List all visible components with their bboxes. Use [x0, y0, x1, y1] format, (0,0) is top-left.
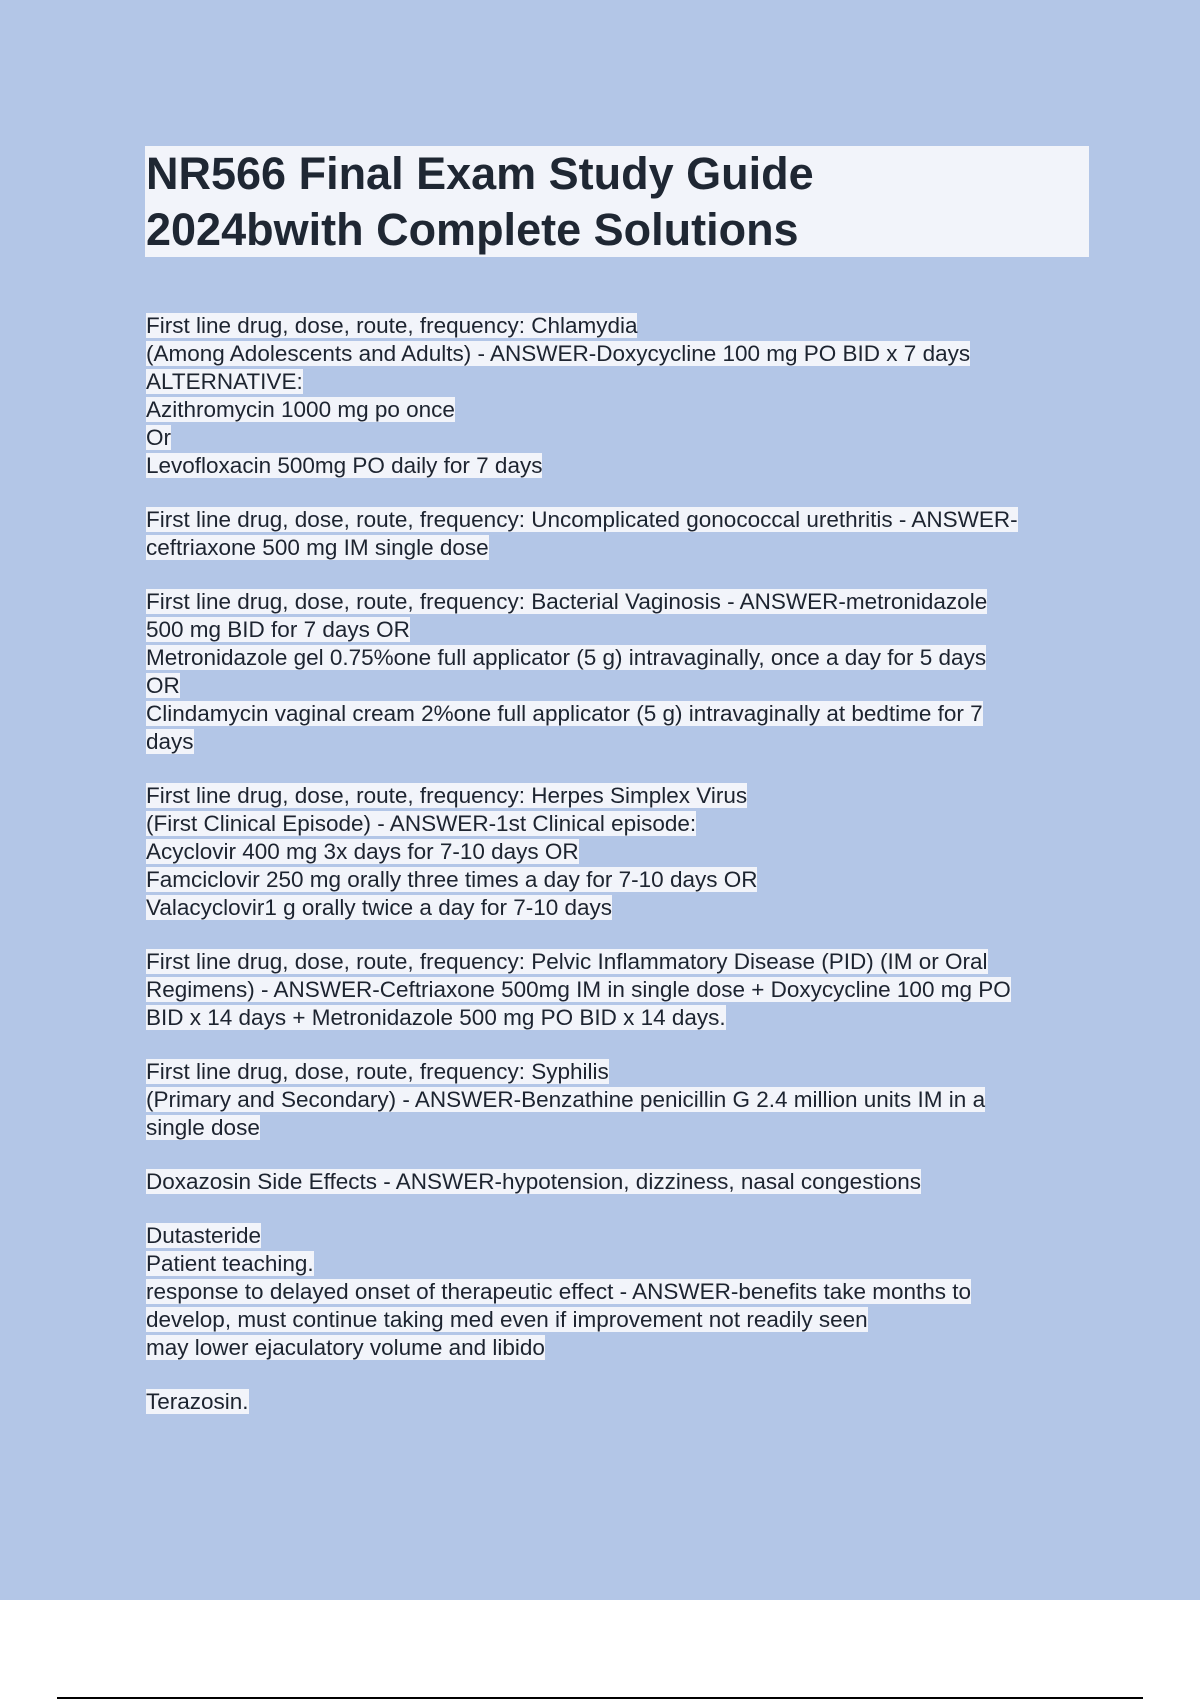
qa-entry: [146, 782, 1086, 922]
qa-entry: [146, 312, 1086, 480]
qa-entry: [146, 1168, 1086, 1196]
entry-line: [146, 368, 1086, 396]
entry-line: [146, 1168, 1086, 1196]
entry-line-text: Terazosin.: [146, 1389, 249, 1414]
entry-line: [146, 396, 1086, 424]
qa-entry: [146, 1222, 1086, 1362]
entry-line: [146, 588, 1086, 616]
qa-entry: [146, 588, 1086, 756]
entry-line-text: 500 mg BID for 7 days OR: [146, 617, 410, 642]
entry-line-text: ceftriaxone 500 mg IM single dose: [146, 535, 489, 560]
qa-entry: [146, 1388, 1086, 1416]
entry-line: [146, 1058, 1086, 1086]
entry-line-text: Doxazosin Side Effects - ANSWER-hypotension, dizziness, nasal congestions: [146, 1169, 921, 1194]
entry-line-text: OR: [146, 673, 180, 698]
entry-line-text: develop, must continue taking med even if improvement not readily seen: [146, 1307, 868, 1332]
entry-line-text: Dutasteride: [146, 1223, 262, 1248]
entry-line-text: First line drug, dose, route, frequency: Pelvic Inflammatory Disease (PID) (IM or Oral: [146, 949, 988, 974]
entry-line-text: First line drug, dose, route, frequency: Chlamydia: [146, 313, 638, 338]
entry-line-text: Regimens) - ANSWER-Ceftriaxone 500mg IM in single dose + Doxycycline 100 mg PO: [146, 977, 1011, 1002]
entry-line: [146, 424, 1086, 452]
entry-line-text: (Primary and Secondary) - ANSWER-Benzathine penicillin G 2.4 million units IM in a: [146, 1087, 986, 1112]
entry-line: [146, 948, 1086, 976]
qa-entry: [146, 948, 1086, 1032]
entry-line: [146, 1222, 1086, 1250]
entry-line: [146, 866, 1086, 894]
entry-line-text: Famciclovir 250 mg orally three times a day for 7-10 days OR: [146, 867, 758, 892]
entry-line-text: (Among Adolescents and Adults) - ANSWER-Doxycycline 100 mg PO BID x 7 days: [146, 341, 971, 366]
entry-line-text: ALTERNATIVE:: [146, 369, 303, 394]
entry-line: [146, 1306, 1086, 1334]
entry-line-text: First line drug, dose, route, frequency: Syphilis: [146, 1059, 609, 1084]
entry-line: [146, 1086, 1086, 1114]
entry-line: [146, 1278, 1086, 1306]
entry-line: [146, 782, 1086, 810]
entry-line: [146, 810, 1086, 838]
entry-line-text: may lower ejaculatory volume and libido: [146, 1335, 545, 1360]
entry-line-text: days: [146, 729, 194, 754]
entry-line: [146, 728, 1086, 756]
entry-line: [146, 616, 1086, 644]
entry-line-text: Acyclovir 400 mg 3x days for 7-10 days OR: [146, 839, 579, 864]
entry-line-text: Azithromycin 1000 mg po once: [146, 397, 455, 422]
entry-line: [146, 452, 1086, 480]
qa-entry: [146, 1058, 1086, 1142]
entry-line-text: Levofloxacin 500mg PO daily for 7 days: [146, 453, 543, 478]
title-line-1: NR566 Final Exam Study Guide: [146, 148, 814, 199]
entry-line-text: response to delayed onset of therapeutic effect - ANSWER-benefits take months to: [146, 1279, 972, 1304]
entry-line: [146, 506, 1086, 534]
entry-line-text: Metronidazole gel 0.75%one full applicator (5 g) intravaginally, once a day for 5 days: [146, 645, 987, 670]
entry-line: [146, 644, 1086, 672]
entry-line: [146, 672, 1086, 700]
bottom-divider: [57, 1697, 1143, 1699]
qa-content: [146, 312, 1086, 1442]
entry-line-text: Valacyclovir1 g orally twice a day for 7-10 days: [146, 895, 613, 920]
entry-line: [146, 1388, 1086, 1416]
entry-line: [146, 1114, 1086, 1142]
entry-line-text: Or: [146, 425, 171, 450]
title-line-2: 2024bwith Complete Solutions: [146, 204, 799, 255]
entry-line: [146, 976, 1086, 1004]
entry-line-text: BID x 14 days + Metronidazole 500 mg PO BID x 14 days.: [146, 1005, 726, 1030]
entry-line: [146, 312, 1086, 340]
entry-line-text: First line drug, dose, route, frequency: Herpes Simplex Virus: [146, 783, 748, 808]
entry-line: [146, 838, 1086, 866]
entry-line: [146, 1250, 1086, 1278]
entry-line: [146, 1004, 1086, 1032]
entry-line-text: Patient teaching.: [146, 1251, 314, 1276]
entry-line-text: First line drug, dose, route, frequency: Bacterial Vaginosis - ANSWER-metronidazole: [146, 589, 988, 614]
document-title: [146, 146, 1086, 258]
entry-line: [146, 894, 1086, 922]
qa-entry: [146, 506, 1086, 562]
entry-line-text: Clindamycin vaginal cream 2%one full applicator (5 g) intravaginally at bedtime for 7: [146, 701, 983, 726]
entry-line: [146, 700, 1086, 728]
entry-line-text: (First Clinical Episode) - ANSWER-1st Clinical episode:: [146, 811, 697, 836]
entry-line: [146, 340, 1086, 368]
entry-line-text: single dose: [146, 1115, 260, 1140]
entry-line: [146, 1334, 1086, 1362]
entry-line: [146, 534, 1086, 562]
entry-line-text: First line drug, dose, route, frequency: Uncomplicated gonococcal urethritis - ANSWER-: [146, 507, 1018, 532]
